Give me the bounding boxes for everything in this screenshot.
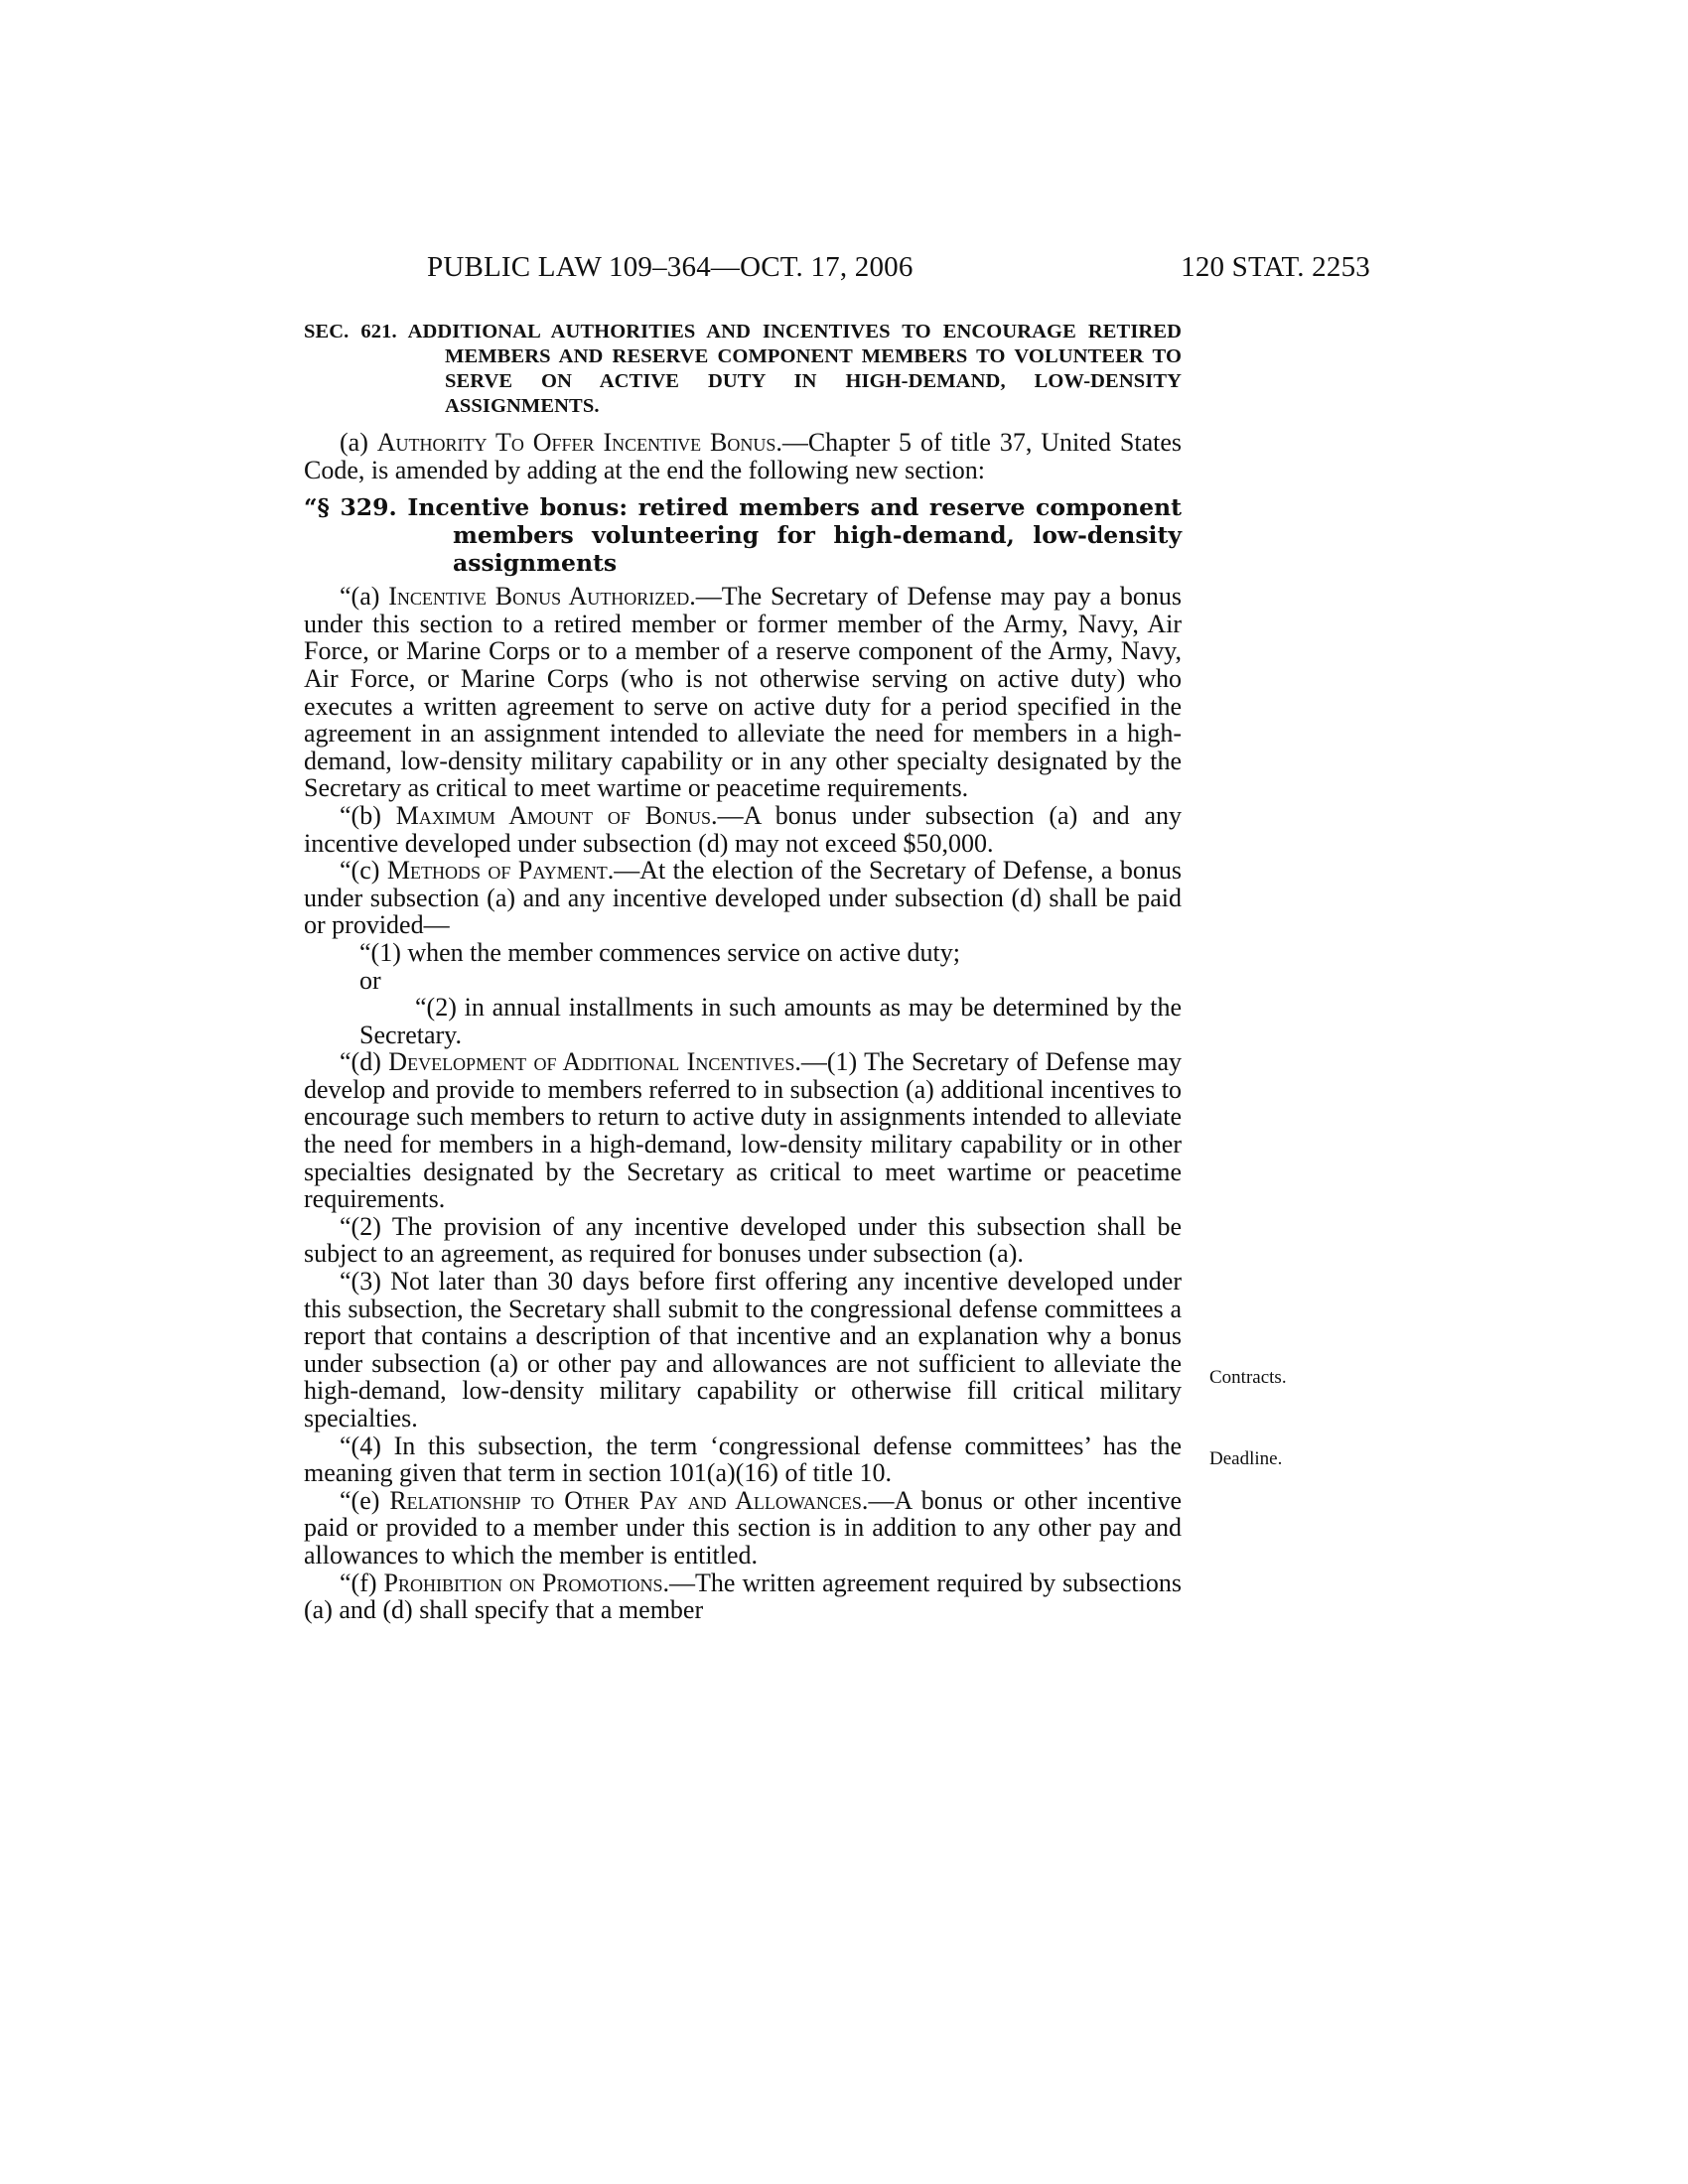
new-subsection-c (304, 857, 1182, 939)
subsection-title: Development of Additional Incentives. (388, 1047, 801, 1077)
new-subsection-a (304, 583, 1182, 802)
subsection-title: Prohibition on Promotions. (383, 1568, 670, 1597)
subsection-label: “(d) (340, 1047, 389, 1077)
new-subsection-e (304, 1487, 1182, 1570)
subsection-label: (a) (340, 428, 377, 457)
subsection-text: —A bonus or other incentive paid or provided to a member under this section is in addition to any other pay and allowances to which the member is entitled. (304, 1485, 1182, 1570)
statute-page-number: 120 STAT. 2253 (1181, 251, 1370, 283)
payment-option-1: “(1) when the member commences service on active duty; (359, 937, 960, 967)
subsection-text: —Chapter 5 of title 37, United States Code, is amended by adding at the end the following new section: (304, 428, 1183, 484)
new-section-heading: “§ 329. Incentive bonus: retired members and reserve component members volunteering for high-demand, low-density assignments (304, 493, 1182, 578)
subsection-text: —The written agreement required by subsections (a) and (d) shall specify that a member (304, 1568, 1182, 1625)
subsection-title: Authority To Offer Incentive Bonus. (376, 428, 782, 457)
public-law-title: PUBLIC LAW 109–364—OCT. 17, 2006 (427, 251, 914, 283)
section-heading: SEC. 621. ADDITIONAL AUTHORITIES AND INCENTIVES TO ENCOURAGE RETIRED MEMBERS AND RESERVE COMPONENT MEMBERS TO VOLUNTEER TO SERVE ON ACTIVE DUTY IN HIGH-DEMAND, LOW-DENSITY ASSIGNMENTS. (304, 321, 1182, 417)
subsection-label: “(f) (340, 1568, 384, 1597)
new-subsection-d-3: “(3) Not later than 30 days before first offering any incentive developed under this subsection, the Secretary shall submit to the congressional defense committees a report that contains a description of that incentive and an explanation why a bonus under subsection (a) or other pay and allowances are not sufficient to alleviate the high-demand, low-density military capability or otherwise fill critical military specialties. (304, 1267, 1182, 1433)
payment-option-1-continuation: or (359, 965, 381, 995)
subsection-title: Maximum Amount of Bonus. (395, 800, 718, 830)
subsection-text: —The Secretary of Defense may pay a bonus under this section to a retired member or former member of the Army, Navy, Air Force, or Marine Corps or to a member of a reserve component of the Army, Navy, Air Force, or Marine Corps (who is not otherwise serving on active duty) who executes a written agreement to serve on active duty for a period specified in the agreement in an assignment intended to alleviate the need for members in a high-demand, low-density military capability or in any other specialty designated by the Secretary as critical to meet wartime or peacetime requirements. (304, 582, 1182, 803)
new-subsection-d-4: “(4) In this subsection, the term ‘congressional defense committees’ has the meaning given that term in section 101(a)(16) of title 10. (304, 1431, 1182, 1488)
subsection-label: “(b) (340, 800, 396, 830)
subsection-title: Incentive Bonus Authorized. (388, 582, 696, 612)
subsection-title: Relationship to Other Pay and Allowances. (389, 1485, 869, 1515)
new-subsection-d-2: “(2) The provision of any incentive developed under this subsection shall be subject to an agreement, as required for bonuses under subsection (a). (304, 1211, 1182, 1269)
subsection-a-amendment (304, 429, 1182, 483)
subsection-label: “(a) (340, 582, 389, 612)
payment-option-2: “(2) in annual installments in such amounts as may be determined by the Secretary. (359, 993, 1182, 1049)
body-text (304, 320, 1182, 1624)
new-subsection-b (304, 802, 1182, 857)
new-subsection-f (304, 1570, 1182, 1624)
margin-note-deadline: Deadline. (1209, 1448, 1283, 1469)
subsection-text: —At the election of the Secretary of Defense, a bonus under subsection (a) and any incentive developed under subsection (d) shall be paid or provided— (304, 856, 1182, 940)
subsection-text: —(1) The Secretary of Defense may develop and provide to members referred to in subsection (a) additional incentives to encourage such members to return to active duty in assignments intended to alleviate the need for members in a high-demand, low-density military capability or in other specialties designated by the Secretary as critical to meet wartime or peacetime requirements. (304, 1047, 1182, 1214)
margin-note-contracts: Contracts. (1209, 1367, 1287, 1388)
subsection-text: —A bonus under subsection (a) and any incentive developed under subsection (d) may not exceed $50,000. (304, 800, 1182, 858)
subsection-title: Methods of Payment. (386, 856, 615, 886)
subsection-label: “(c) (340, 856, 387, 886)
subsection-label: “(e) (340, 1485, 390, 1515)
new-subsection-d-1 (304, 1048, 1182, 1213)
